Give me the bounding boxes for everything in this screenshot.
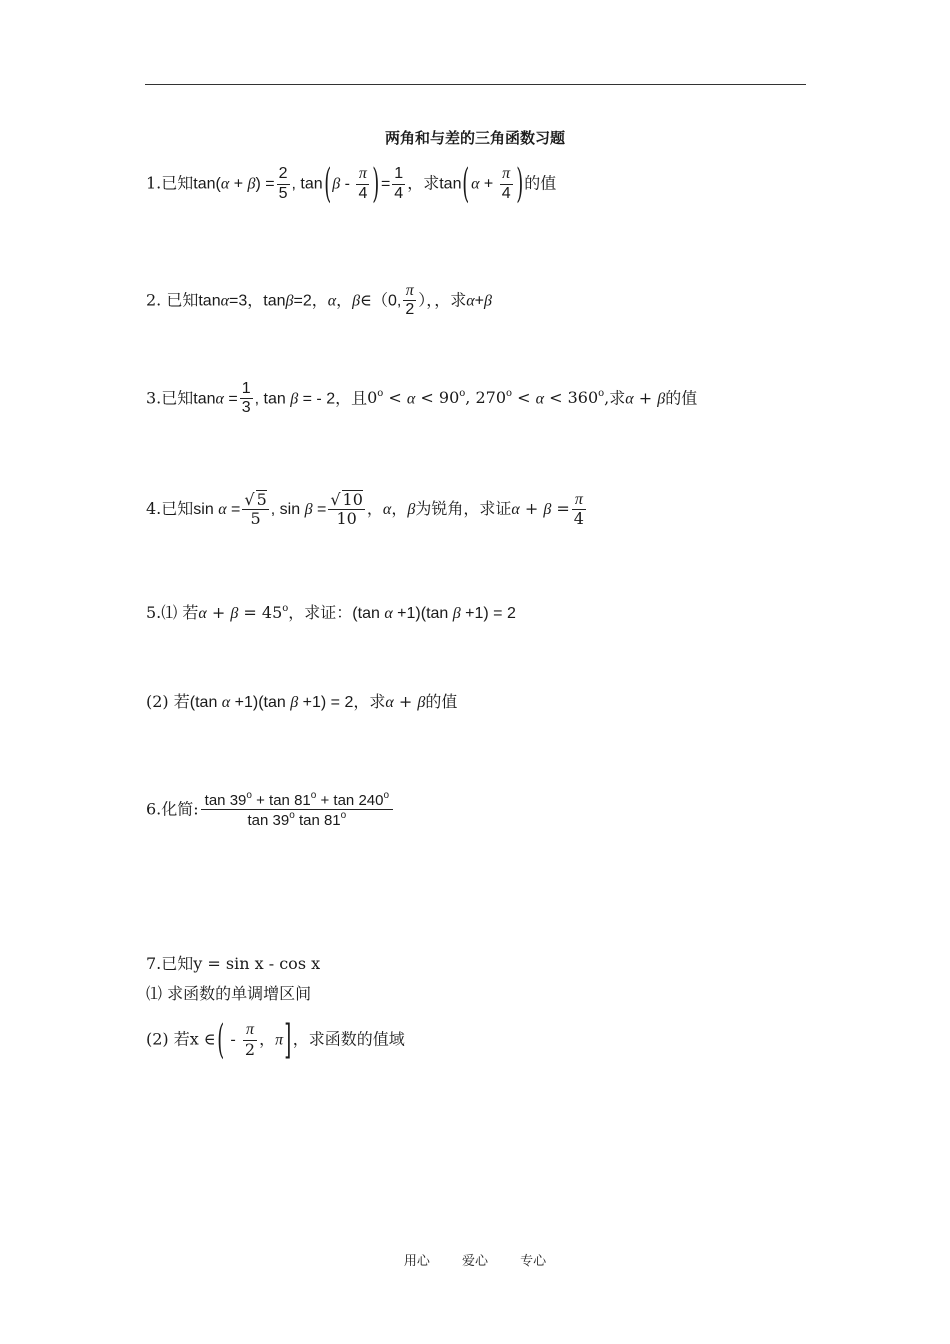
- question-6: 6.化简: $\frac{\tan 39^o + \tan 81^o + \tan 240^o}{\tan 39^o \tan 81^o}$: [146, 790, 395, 830]
- q5-ending: 的值: [425, 692, 458, 711]
- q6-lead: 6.化简:: [146, 799, 199, 819]
- q3-and: ，且: [335, 388, 368, 408]
- q7-part2-ask: ，求函数的值域: [292, 1029, 405, 1049]
- q7-part2-lead: (2) 若: [146, 1029, 190, 1049]
- question-4: 4.已知sin α = $\frac{√ 5}{5}$ , sin β = $\frac{√ 10}{10}$ ，α，β为锐角，求证α + β = $\frac{\pi}{4}$: [146, 490, 584, 529]
- question-5-part-2: (2) 若(tan α +1)(tan β +1) = 2，求α + β的值: [146, 692, 458, 711]
- header-rule: [145, 84, 806, 85]
- q2-ask: ，求: [434, 290, 467, 310]
- q5-part2-ask: ，求: [353, 692, 386, 711]
- q1-ask: ，求: [407, 173, 440, 193]
- q1-lead: 1.已知: [146, 173, 194, 193]
- footer-text-1: 用心: [403, 1254, 430, 1269]
- footer: [0, 1250, 950, 1269]
- question-2: 2. 已知tanα=3，tanβ=2，α，β∈（0, $\frac{\pi}{2}$ ），，求α+β: [146, 282, 492, 319]
- question-3: 3.已知tanα = $\frac{1}{3}$ , tan β = - 2，且$0^o < \alpha < 90^o$, $270^o < \alpha < 360^o$,求α + β的值: [146, 380, 698, 417]
- q1-ending: 的值: [524, 173, 557, 193]
- q3-ask: ,求: [604, 388, 626, 408]
- question-7: 7.已知y = sin x - cos x: [146, 954, 321, 973]
- q2-lead: 2. 已知: [146, 290, 199, 310]
- q7-lead: 7.已知: [146, 954, 194, 973]
- q5-part2-lead: (2) 若: [146, 692, 190, 711]
- question-1: 1.已知tan(α + β) = $\frac{2}{5}$ , tan(β - $\frac{\pi}{4}$ )= $\frac{1}{4}$ ，求tan(α + $\frac{\pi}{4}$ )的值: [146, 161, 557, 207]
- q5-ask: ，求证：: [288, 603, 353, 622]
- q3-lead: 3.已知: [146, 388, 194, 408]
- question-7-part-2: (2) 若x ∈( - $\frac{\pi}{2}$ ，π]，求函数的值域: [146, 1017, 405, 1063]
- q3-ending: 的值: [665, 388, 698, 408]
- footer-text-2: 爱心: [461, 1254, 488, 1269]
- question-5-part-1: 5.⑴ 若$\alpha + \beta = 45^o$，求证：(tan α +1)(tan β +1) = 2: [146, 603, 516, 622]
- q4-mid: 为锐角，求证: [415, 498, 512, 518]
- question-7-part-1: ⑴ 求函数的单调增区间: [146, 984, 312, 1003]
- q5-lead: 5.⑴ 若: [146, 603, 199, 622]
- q4-lead: 4.已知: [146, 498, 194, 518]
- q1-frac-2-5: $\frac{2}{5}$: [278, 165, 288, 202]
- document-title: 两角和与差的三角函数习题: [384, 129, 565, 147]
- footer-text-3: 专心: [520, 1254, 547, 1269]
